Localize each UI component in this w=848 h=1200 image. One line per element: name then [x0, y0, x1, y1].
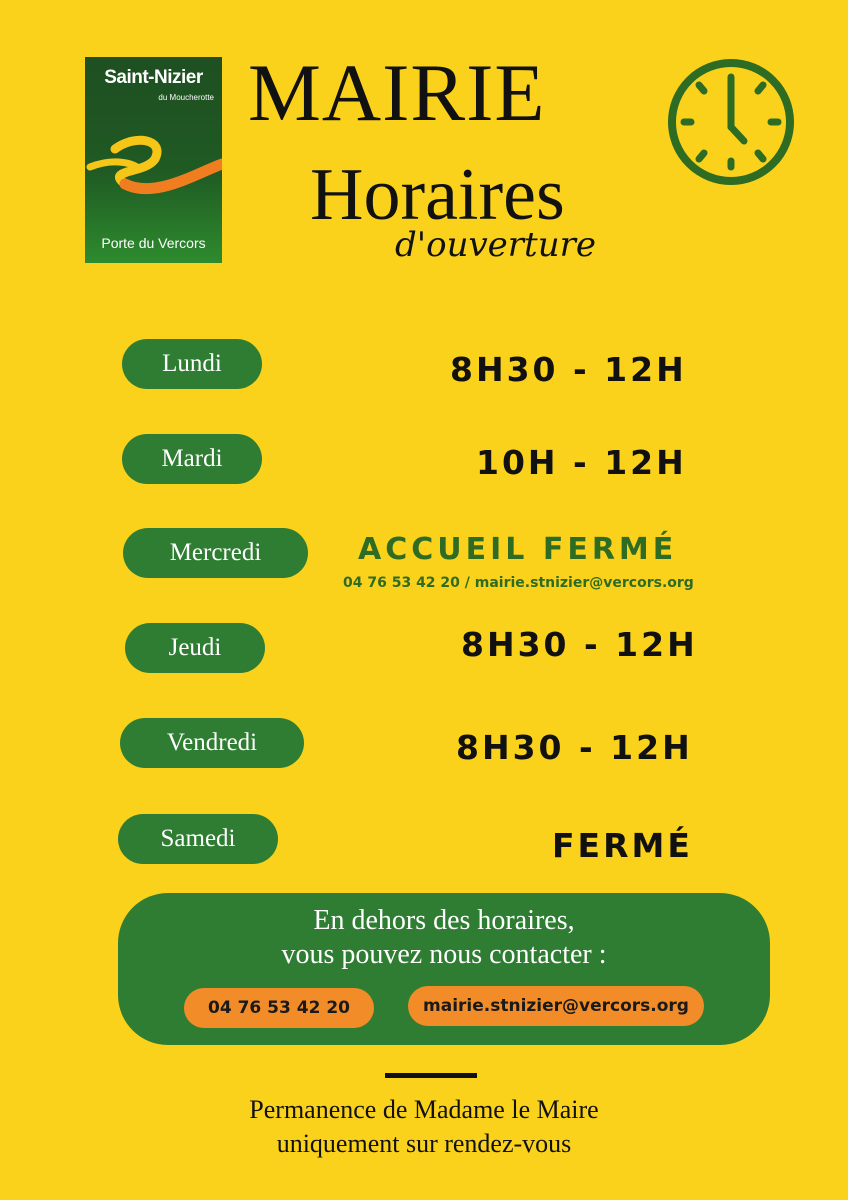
contact-box — [118, 893, 770, 1045]
contact-text-line1: En dehors des horaires, — [313, 905, 575, 936]
day-mardi: Mardi — [122, 434, 262, 484]
logo-title: Saint-Nizier — [104, 67, 203, 88]
email-button[interactable]: mairie.stnizier@vercors.org — [408, 986, 704, 1026]
day-vendredi: Vendredi — [120, 718, 304, 768]
hours-samedi: FERMÉ — [552, 826, 693, 865]
logo-footer: Porte du Vercors — [101, 235, 206, 251]
footer-line2: uniquement sur rendez-vous — [276, 1129, 572, 1158]
clock-icon — [664, 55, 798, 189]
phone-button[interactable]: 04 76 53 42 20 — [184, 988, 374, 1028]
mercredi-contact: 04 76 53 42 20 / mairie.stnizier@vercors.org — [343, 575, 694, 591]
hours-jeudi: 8H30 - 12H — [461, 625, 698, 664]
day-samedi: Samedi — [118, 814, 278, 864]
hours-mardi: 10H - 12H — [476, 443, 687, 482]
page-script-subtitle: d'ouverture — [395, 225, 596, 265]
hours-mercredi: ACCUEIL FERMÉ — [358, 532, 678, 567]
logo-swoosh-icon — [85, 129, 222, 209]
town-logo — [85, 57, 222, 263]
logo-subtitle: du Moucherotte — [158, 93, 214, 102]
hours-vendredi: 8H30 - 12H — [456, 728, 693, 767]
day-mercredi: Mercredi — [123, 528, 308, 578]
page-subtitle: Horaires — [310, 154, 565, 236]
footer-line1: Permanence de Madame le Maire — [249, 1095, 599, 1124]
day-jeudi: Jeudi — [125, 623, 265, 673]
divider — [385, 1073, 477, 1078]
page-title: MAIRIE — [248, 47, 546, 138]
hours-lundi: 8H30 - 12H — [450, 350, 687, 389]
contact-text-line2: vous pouvez nous contacter : — [281, 939, 607, 970]
day-lundi: Lundi — [122, 339, 262, 389]
